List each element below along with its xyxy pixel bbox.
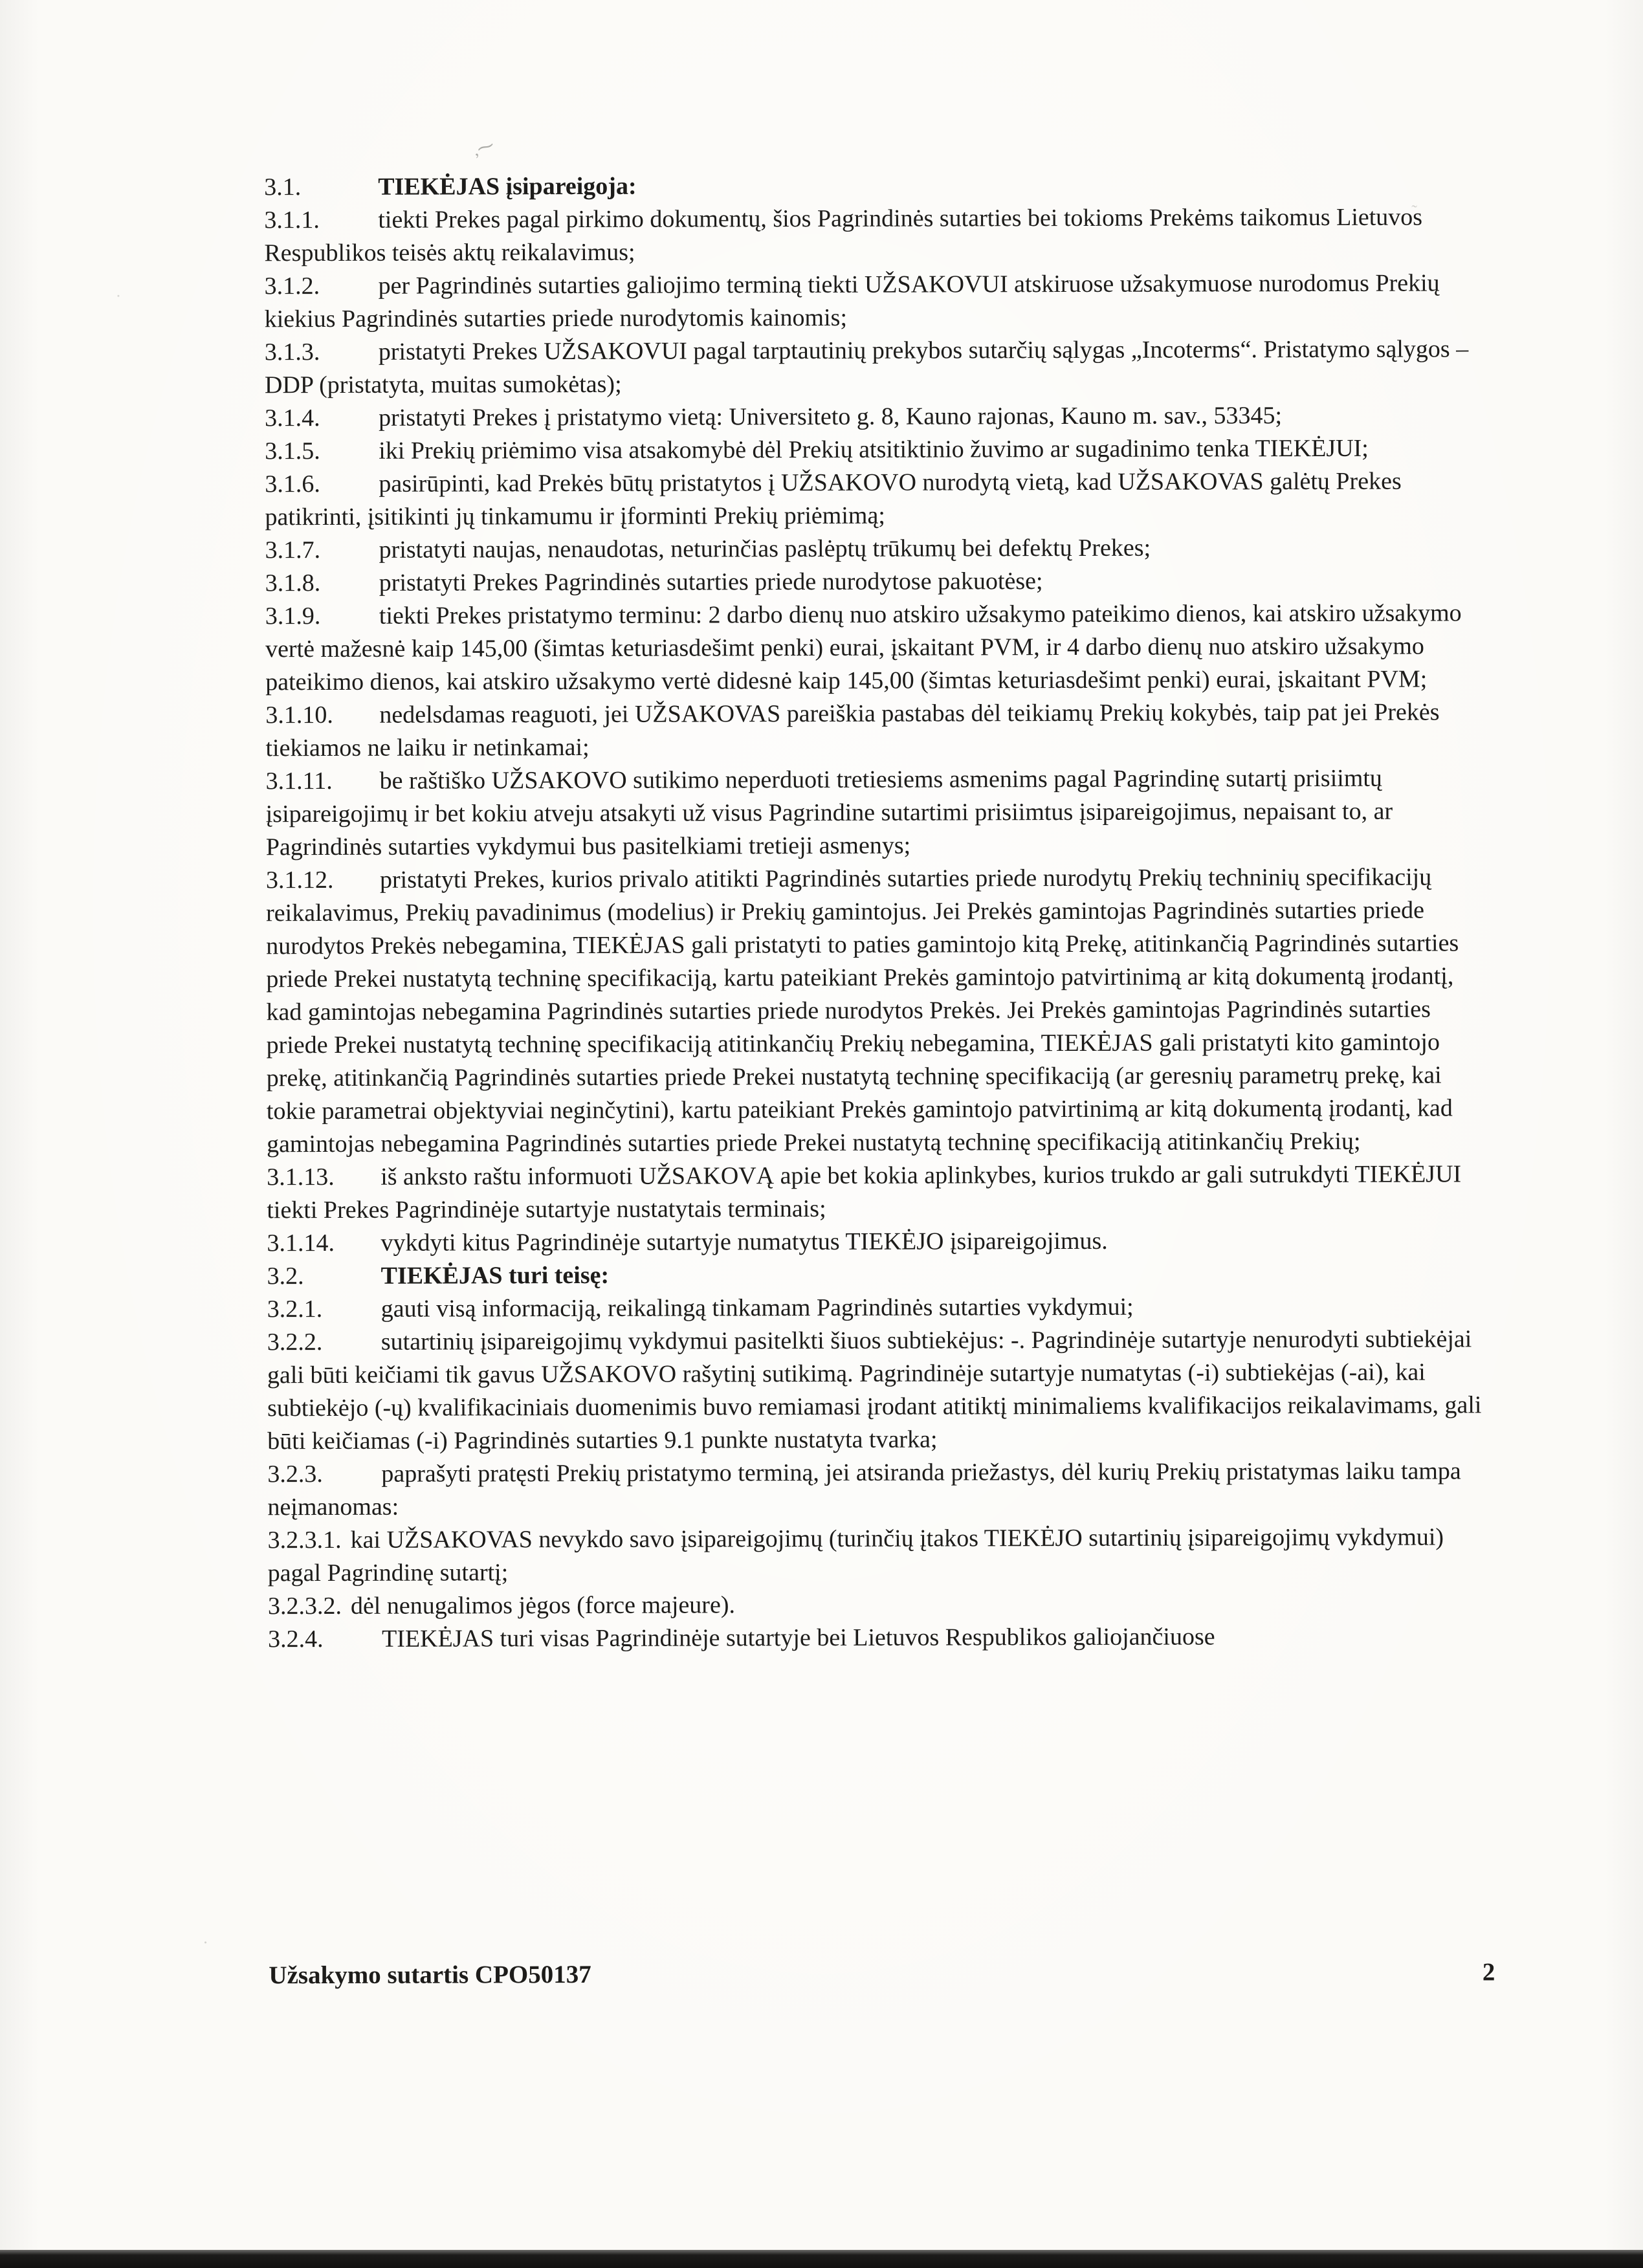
contract-body: [264, 168, 1494, 1656]
clause-text: dėl nenugalimos jėgos (force majeure).: [350, 1591, 736, 1620]
clause-text: pristatyti Prekes Pagrindinės sutarties priede nurodytose pakuotėse;: [379, 567, 1043, 597]
contract-clause: [266, 861, 1493, 1161]
contract-clause: [267, 1290, 1494, 1326]
contract-clause: [265, 531, 1492, 567]
clause-text: pristatyti Prekes į pristatymo vietą: Universiteto g. 8, Kauno rajonas, Kauno m. sav., 53345;: [379, 402, 1283, 432]
clause-text: nedelsdamas reaguoti, jei UŽSAKOVAS pareiškia pastabas dėl teikiamų Prekių kokybės, taip pat jei Prekės tiekiamos ne laiku ir netinkamai;: [265, 698, 1440, 762]
footer-page-number: 2: [1482, 1958, 1495, 1987]
contract-clause: [265, 432, 1491, 468]
contract-clause: [268, 1587, 1494, 1623]
clause-text: gauti visą informaciją, reikalingą tinkamam Pagrindinės sutarties vykdymui;: [380, 1293, 1134, 1323]
clause-number: 3.1.1.: [264, 206, 320, 234]
clause-number: 3.1.8.: [265, 569, 321, 597]
contract-clause: [267, 1158, 1493, 1227]
clause-number: 3.1.7.: [265, 536, 321, 564]
clause-number: 3.2.3.: [267, 1460, 323, 1488]
clause-text: pristatyti Prekes UŽSAKOVUI pagal tarptautinių prekybos sutarčių sąlygas „Incoterms“. Pristatymo sąlygos – DDP (pristatyta, muitas sumokėtas);: [264, 335, 1469, 399]
clause-text: be raštiško UŽSAKOVO sutikimo neperduoti tretiesiems asmenims pagal Pagrindinę sutartį prisiimtų įsipareigojimų ir bet kokiu atveju atsakyti už visus Pagrindine sutartimi prisiimtus įsipareigojimus, nepaisant to, ar Pagrindinės sutarties vykdymui bus pasitelkiami tretieji asmenys;: [265, 764, 1393, 861]
footer-contract-id: Užsakymo sutartis CPO50137: [269, 1960, 591, 1990]
clause-text: TIEKĖJAS turi teisę:: [380, 1261, 610, 1290]
clause-number: 3.1.: [264, 173, 302, 201]
scan-artifact: ·: [203, 1933, 208, 1952]
clause-number: 3.1.14.: [267, 1229, 335, 1257]
clause-text: iš anksto raštu informuoti UŽSAKOVĄ apie bet kokia aplinkybes, kurios trukdo ar gali sutrukdyti TIEKĖJUI tiekti Prekes Pagrindinėje sutartyje nustatytais terminais;: [267, 1160, 1462, 1224]
clause-number: 3.2.: [267, 1262, 304, 1290]
clause-text: pristatyti Prekes, kurios privalo atitikti Pagrindinės sutarties priede nurodytų Prekių techninių specifikacijų reikalavimus, Prekių pavadinimus (modelius) ir Prekių gamintojus. Jei Prekės gamintojas Pagrindinės sutarties priede nurodytos Prekės nebegamina, TIEKĖJAS gali pristatyti to paties gamintojo kitą Prekę, atitinkančią Pagrindinės sutarties priede Prekei nustatytą techninę specifikaciją, kartu pateikiant Prekės gamintojo patvirtinimą ar kitą dokumentą įrodantį, kad gamintojas nebegamina Pagrindinės sutarties priede nurodytos Prekės. Jei Prekės gamintojas Pagrindinės sutarties priede Prekei nustatytą techninę specifikaciją atitinkančių Prekių nebegamina, TIEKĖJAS gali pristatyti kito gamintojo prekę, atitinkančią Pagrindinės sutarties priede Prekei nustatytą techninę specifikaciją (ar geresnių parametrų prekę, kai tokie parametrai objektyviai neginčytini), kartu pateikiant Prekės gamintojo patvirtinimą ar kitą dokumentą įrodantį, kad gamintojas nebegamina Pagrindinės sutarties priede Prekei nustatytą techninę specifikaciją atitinkančių Prekių;: [266, 863, 1459, 1158]
contract-clause: [264, 168, 1490, 204]
clause-text: iki Prekių priėmimo visa atsakomybė dėl Prekių atsitiktinio žuvimo ar sugadinimo tenka TIEKĖJUI;: [379, 434, 1369, 465]
contract-clause: [267, 1257, 1494, 1293]
clause-number: 3.1.2.: [264, 272, 320, 300]
clause-number: 3.1.10.: [265, 701, 333, 729]
clause-number: 3.1.12.: [265, 866, 334, 894]
clause-text: vykdyti kitus Pagrindinėje sutartyje numatytus TIEKĖJO įsipareigojimus.: [380, 1227, 1108, 1257]
contract-clause: [265, 267, 1491, 336]
contract-clause: [264, 201, 1490, 270]
clause-number: 3.2.4.: [267, 1625, 324, 1653]
contract-clause: [265, 465, 1491, 534]
clause-number: 3.1.3.: [264, 338, 320, 366]
contract-clause: [267, 1224, 1493, 1260]
clause-text: tiekti Prekes pagal pirkimo dokumentų, šios Pagrindinės sutarties bei tokioms Prekėms taikomus Lietuvos Respublikos teisės aktų reikalavimus;: [264, 203, 1423, 267]
contract-clause: [266, 762, 1492, 864]
clause-number: 3.1.11.: [265, 767, 333, 795]
contract-clause: [265, 696, 1492, 765]
scan-bottom-edge: [0, 2250, 1643, 2268]
contract-clause: [265, 399, 1491, 435]
clause-text: sutartinių įsipareigojimų vykdymui pasitelkti šiuos subtiekėjus: -. Pagrindinėje sutartyje nenurodyti subtiekėjai gali būti keičiami tik gavus UŽSAKOVO rašytinį sutikimą. Pagrindinėje sutartyje numatytas (-i) subtiekėjas (-ai), kai subtiekėjo (-ų) kvalifikaciniais duomenimis buvo remiamasi įrodant atitiktį minimaliems kvalifikacijos reikalavimams, gali būti keičiamas (-i) Pagrindinės sutarties 9.1 punkte nustatyta tvarka;: [267, 1325, 1482, 1455]
page-footer: [269, 1957, 1495, 1990]
clause-number: 3.2.3.2.: [267, 1592, 342, 1620]
clause-number: 3.1.9.: [265, 602, 321, 630]
clause-text: paprašyti pratęsti Prekių pristatymo terminą, jei atsiranda priežastys, dėl kurių Prekių pristatymas laiku tampa neįmanomas:: [267, 1457, 1461, 1521]
clause-number: 3.1.6.: [265, 470, 320, 498]
clause-text: pasirūpinti, kad Prekės būtų pristatytos į UŽSAKOVO nurodytą vietą, kad UŽSAKOVAS galėtų Prekes patikrinti, įsitikinti jų tinkamumu ir įforminti Prekių priėmimą;: [265, 467, 1402, 531]
contract-clause: [265, 564, 1492, 600]
clause-text: pristatyti naujas, nenaudotas, neturinčias paslėptų trūkumų bei defektų Prekes;: [379, 534, 1151, 564]
clause-text: TIEKĖJAS turi visas Pagrindinėje sutartyje bei Lietuvos Respublikos galiojančiuose: [381, 1623, 1215, 1653]
contract-clause: [267, 1323, 1494, 1458]
clause-text: per Pagrindinės sutarties galiojimo terminą tiekti UŽSAKOVUI atskiruose užsakymuose nurodomus Prekių kiekius Pagrindinės sutarties priede nurodytomis kainomis;: [264, 269, 1440, 333]
contract-clause: [265, 597, 1492, 699]
contract-clause: [267, 1455, 1494, 1524]
clause-number: 3.1.13.: [267, 1163, 335, 1191]
scan-artifact: ˷: [1411, 189, 1417, 208]
scan-artifact: ·: [115, 286, 122, 305]
contract-clause: [268, 1620, 1494, 1656]
contract-clause: [268, 1521, 1494, 1590]
clause-number: 3.2.2.: [267, 1328, 323, 1356]
contract-clause: [265, 333, 1491, 402]
clause-text: kai UŽSAKOVAS nevykdo savo įsipareigojimų (turinčių įtakos TIEKĖJO sutartinių įsipareigojimų vykdymui) pagal Pagrindinę sutartį;: [267, 1523, 1444, 1587]
clause-number: 3.2.3.1.: [267, 1526, 342, 1554]
clause-text: tiekti Prekes pristatymo terminu: 2 darbo dienų nuo atskiro užsakymo pateikimo dienos, kai atskiro užsakymo vertė mažesnė kaip 145,00 (šimtas keturiasdešimt penki) eurai, įskaitant PVM, ir 4 darbo dienų nuo atskiro užsakymo pateikimo dienos, kai atskiro užsakymo vertė didesnė kaip 145,00 (šimtas keturiasdešimt penki) eurai, įskaitant PVM;: [265, 599, 1462, 696]
clause-number: 3.1.4.: [265, 404, 320, 432]
clause-number: 3.1.5.: [265, 437, 320, 465]
scan-artifact: ,⁓: [470, 135, 497, 160]
clause-text: TIEKĖJAS įsipareigoja:: [378, 172, 637, 201]
clause-number: 3.2.1.: [267, 1295, 323, 1323]
